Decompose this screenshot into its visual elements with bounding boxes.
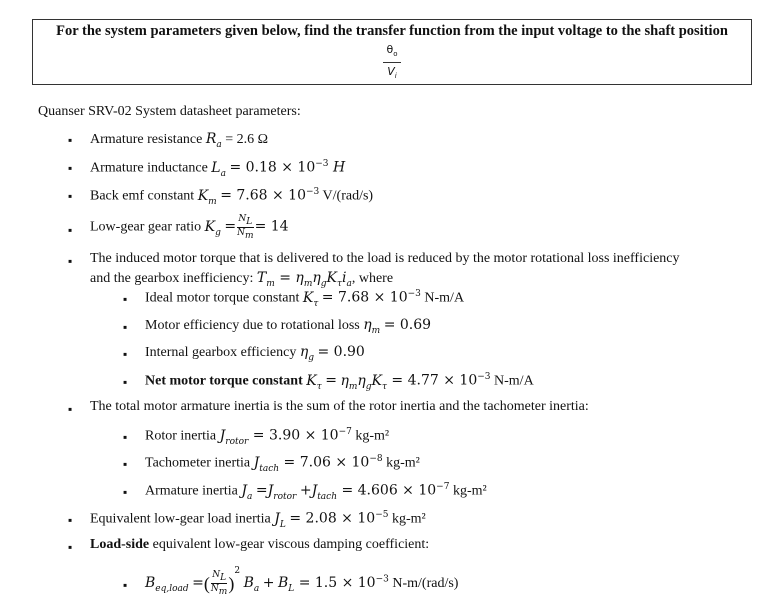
bullet: ▪ xyxy=(123,485,128,499)
rotor-inertia-line: Rotor inertia $J_{rotor} = 3.90 \times 10^{-7}$ kg-m² xyxy=(145,427,390,447)
net-torque-constant-line: Net motor torque constant $K_\tau = \eta_m\eta_gK_\tau = 4.77 \times 10^{-3}$ N-m/A xyxy=(145,372,534,392)
inertia-intro-line: The total motor armature inertia is the sum of the rotor inertia and the tachometer inertia: xyxy=(90,399,589,414)
bullet: ▪ xyxy=(68,540,73,554)
bullet: ▪ xyxy=(68,133,73,147)
bullet: ▪ xyxy=(123,292,128,306)
load-inertia-line: Equivalent low-gear load inertia $J_L = 2.08 \times 10^{-5}$ kg-m² xyxy=(90,510,426,530)
armature-inertia-line: Armature inertia $J_a =J_{rotor} +J_{tach} = 4.606 \times 10^{-7}$ kg-m² xyxy=(145,482,487,502)
bullet: ▪ xyxy=(123,347,128,361)
problem-statement-box xyxy=(32,19,752,85)
transfer-function-fraction xyxy=(33,43,751,83)
torque-description-line1: The induced motor torque that is delivered to the load is reduced by the motor rotational loss inefficiency xyxy=(90,251,680,266)
motor-efficiency-line: Motor efficiency due to rotational loss $\eta_m = 0.69$ xyxy=(145,317,432,336)
bullet: ▪ xyxy=(123,375,128,389)
fraction-denominator: $V_i$ xyxy=(387,65,397,81)
datasheet-heading: Quanser SRV-02 System datasheet parameters: xyxy=(38,104,301,119)
problem-title: For the system parameters given below, find the transfer function from the input voltage to the shaft position xyxy=(56,23,728,39)
damping-intro-line: Load-side equivalent low-gear viscous damping coefficient: xyxy=(90,537,430,552)
tachometer-inertia-line: Tachometer inertia $J_{tach} = 7.06 \times 10^{-8}$ kg-m² xyxy=(145,454,420,474)
bullet: ▪ xyxy=(123,578,128,592)
bullet: ▪ xyxy=(68,254,73,268)
bullet: ▪ xyxy=(68,161,73,175)
bullet: ▪ xyxy=(68,223,73,237)
bullet: ▪ xyxy=(68,402,73,416)
back-emf-line: Back emf constant $K_m = 7.68 \times 10^{-3}$ V/(rad/s) xyxy=(90,187,374,207)
fraction-numerator: $\theta_o$ xyxy=(386,43,398,59)
gearbox-efficiency-line: Internal gearbox efficiency $\eta_g = 0.90$ xyxy=(145,344,365,363)
fraction-bar xyxy=(383,62,401,63)
equivalent-damping-line: $B_{eq,load} =(\frac{N_L}{N_m})^2$ $B_a + B_L = 1.5 \times 10^{-3}$ N-m/(rad/s) xyxy=(145,566,459,598)
armature-resistance-line: Armature resistance $R_a = 2.6$ Ω xyxy=(90,131,269,150)
bullet: ▪ xyxy=(123,457,128,471)
gear-ratio-line: Low-gear gear ratio $K_g =\frac{N_L}{N_m}= 14$ xyxy=(90,214,289,241)
torque-description-line2: and the gearbox inefficiency: $T_m = \eta_m\eta_gK_\tau i_a$, where xyxy=(90,270,394,289)
ideal-torque-constant-line: Ideal motor torque constant $K_\tau = 7.68 \times 10^{-3}$ N-m/A xyxy=(145,289,465,309)
bullet: ▪ xyxy=(123,320,128,334)
bullet: ▪ xyxy=(68,513,73,527)
bullet: ▪ xyxy=(123,430,128,444)
bullet: ▪ xyxy=(68,189,73,203)
armature-inductance-line: Armature inductance $L_a = 0.18 \times 10^{-3}$ H xyxy=(90,159,346,179)
